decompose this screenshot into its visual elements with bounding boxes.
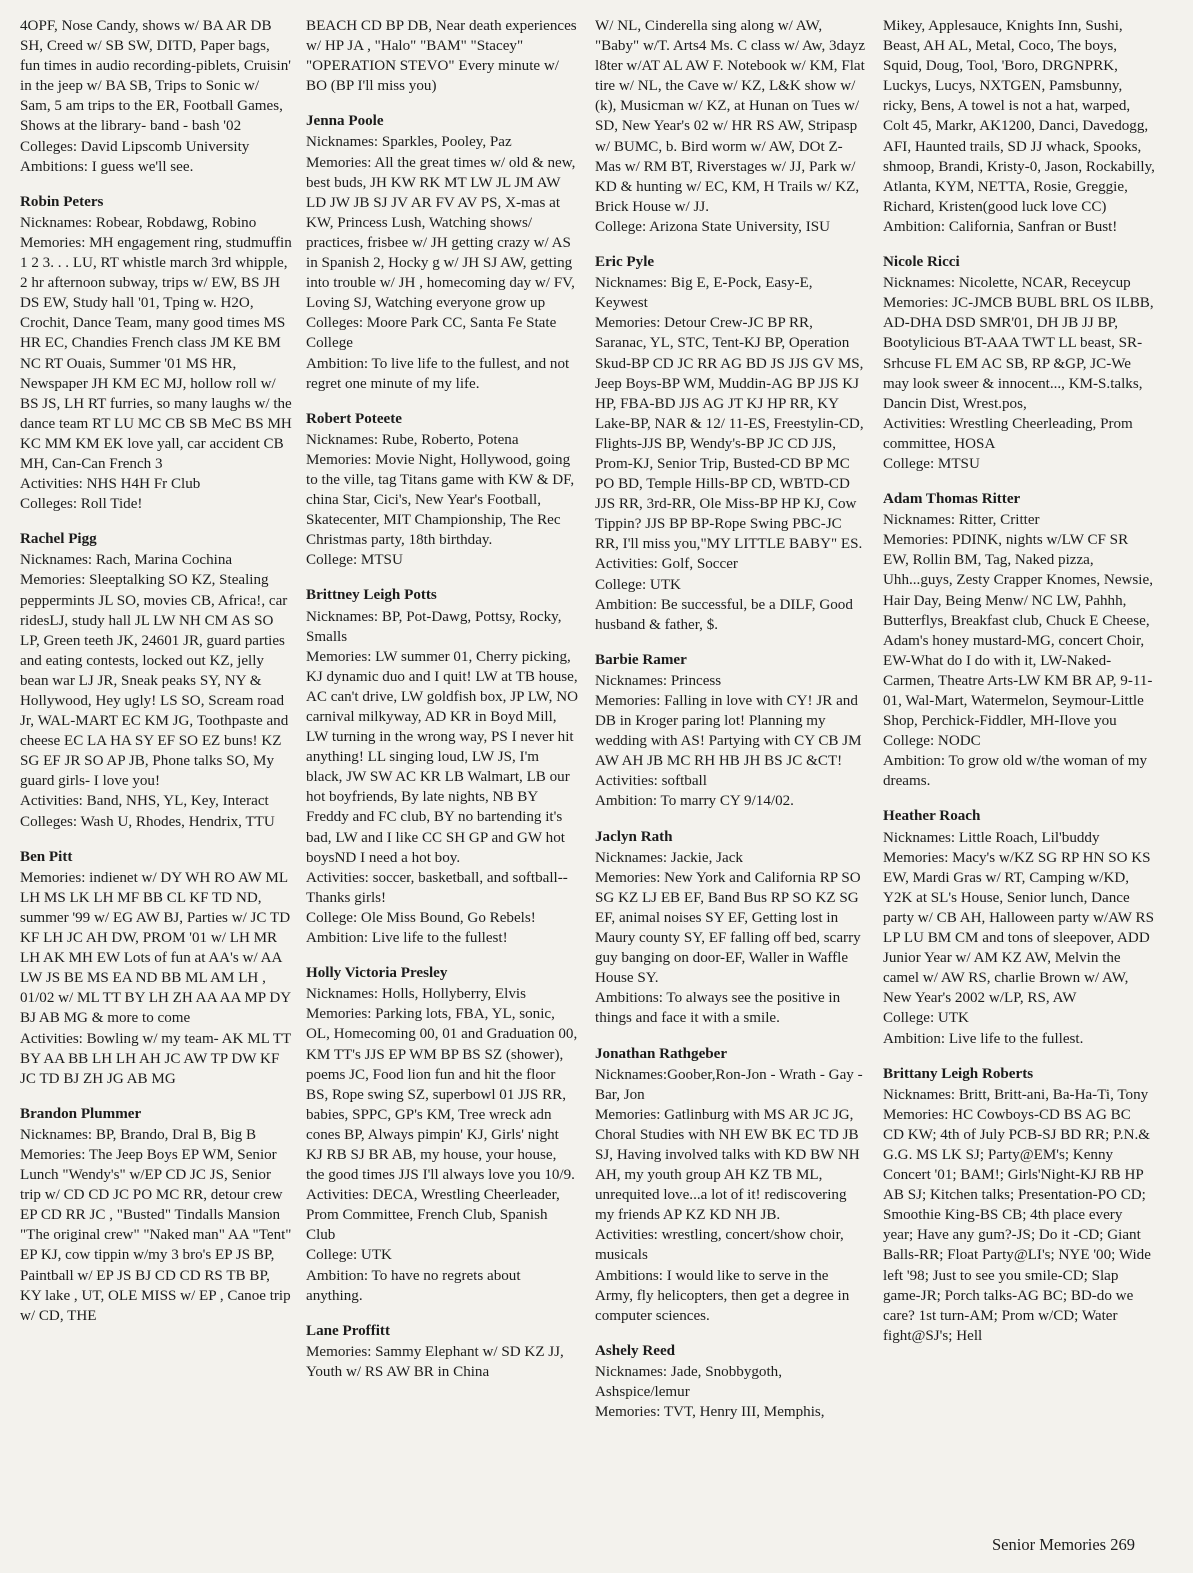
senior-name: Nicole Ricci [883,254,960,271]
entry-text: BEACH CD BP DB, Near death experiences w/ HP JA , "Halo" "BAM" "Stacey" "OPERATION STEVO" Every minute w/ BO (BP I'll miss you) [306,18,577,95]
entry-text: Activities: DECA, Wrestling Cheerleader, Prom Committee, French Club, Spanish Club [306,1187,560,1244]
entry-text: Colleges: Roll Tide! [20,496,143,513]
entry-text: Memories: indienet w/ DY WH RO AW ML [20,869,289,886]
entry-text: Memories: PDINK, nights w/LW CF SR EW, Rollin BM, Tag, Naked pizza, Uhh...guys, Zesty Crapper Knomes, Newsie, Hair Day, Being Menw/ NC LW, Pahhh, Butterflys, Breakfast club, Chuck E Cheese, Adam's honey mustard-MG, concert Choir, EW-What do I do with it, LW-Naked-Carmen, Theatre Arts-LW KM BR AP, 9-11-01, Wal-Mart, Watermelon, Seymour-Little Shop, Perchick-Fiddler, MH-Ilove you [883,532,1153,730]
entry-text: Nicknames: Robear, Robdawg, Robino [20,214,257,231]
entry-text: Nicknames: Jade, Snobbygoth, Ashspice/lemur [595,1363,782,1400]
senior-name: Jonathan Rathgeber [595,1045,728,1062]
entry-text: College: MTSU [306,552,403,569]
entry-text: Colleges: Wash U, Rhodes, Hendrix, TTU [20,813,275,830]
entry-text: 4OPF, Nose Candy, shows w/ BA AR DB SH, Creed w/ SB SW, DITD, Paper bags, fun times in audio recording-piblets, Cruisin' in the jeep w/ BA SB, Trips to Sonic w/ Sam, 5 am trips to the ER, Football Games, Shows at the library- band - bash '02 [20,18,292,135]
entry-text: College: UTK [883,1010,969,1027]
entry-text: Nicknames: Little Roach, Lil'buddy [883,829,1100,846]
senior-name: Rachel Pigg [20,531,97,548]
senior-entry [20,16,292,177]
entry-text: Nicknames: BP, Pot-Dawg, Pottsy, Rocky, Smalls [306,608,562,645]
senior-entry [20,192,292,515]
senior-name: Brittany Leigh Roberts [883,1065,1034,1082]
entry-text: Ambition: To live life to the fullest, and not regret one minute of my life. [306,355,570,392]
column-2 [306,16,578,1397]
senior-entry [20,847,292,1089]
senior-entry [306,1321,578,1382]
entry-text: Ambition: To have no regrets about anything. [306,1267,521,1304]
entry-text: Nicknames: Big E, E-Pock, Easy-E, Keywest [595,275,813,312]
entry-text: Nicknames: Rube, Roberto, Potena [306,431,519,448]
entry-text: Nicknames: BP, Brando, Dral B, Big B [20,1126,257,1143]
entry-text: Activities: Golf, Soccer [595,556,738,573]
entry-text: W/ NL, Cinderella sing along w/ AW, "Baby" w/T. Arts4 Ms. C class w/ Aw, 3dayz l8ter w/AT AL AW F. Notebook w/ KM, Flat tire w/ NL, the Cave w/ KZ, L&K show w/ (k), Musicman w/ KZ, at Hunan on Tues w/ SD, New Year's 02 w/ HR RS AW, Stripasp w/ BUMC, b. Bird worm w/ AW, DOt Z-Mas w/ RM BT, Riverstages w/ JJ, Park w/ KD & hunting w/ EC, KM, H Trails w/ KZ, Brick House w/ JJ. [595,18,866,215]
senior-entry [306,963,578,1306]
entry-text: Memories: Gatlinburg with MS AR JC JG, Choral Studies with NH EW BK EC TD JB SJ, Having involved talks with KD BW NH AH, my youth group AH KZ TB ML, unrequited love...a lot of it! rediscovering my friends AP KZ KD NH JB. [595,1106,860,1224]
entry-text: Ambition: Be successful, be a DILF, Good husband & father, $. [595,596,853,633]
senior-name: Brittney Leigh Potts [306,587,437,604]
senior-name: Jaclyn Rath [595,828,673,845]
entry-text: College: MTSU [883,455,980,472]
senior-name: Heather Roach [883,808,981,825]
senior-entry [883,489,1155,791]
entry-text: Activities: Band, NHS, YL, Key, Interact [20,793,269,810]
entry-text: Nicknames: Rach, Marina Cochina [20,552,233,569]
senior-entry [595,16,867,237]
entry-text: Memories: Detour Crew-JC BP RR, Saranac, YL, STC, Tent-KJ BP, Operation Skud-BP CD JC RR AG BD JS JJS GV MS, Jeep Boys-BP WM, Muddin-AG BP JJS KJ HP, FBA-BD JJS AG JT KJ HP RR, KY Lake-BP, NAR & 12/ 11-ES, Freestylin-CD, Flights-JJS BP, Wendy's-BP JC CD JJS, Prom-KJ, Senior Trip, Busted-CD BP MC PO BD, Temple Hills-BP CD, WBTD-CD JJS RR, 3rd-RR, Ole Miss-BP HP KJ, Cow Tippin? JJS BP BP-Rope Swing PBC-JC RR, I'll miss you,"MY LITTLE BABY" ES. [595,315,864,553]
entry-text: Memories: Macy's w/KZ SG RP HN SO KS EW, Mardi Gras w/ RT, Camping w/KD, Y2K at SL's House, Senior lunch, Dance party w/ CB AH, Halloween party w/AW RS LP LU BM CM and tons of sleepover, ADD Junior Year w/ AM KZ AW, Melvin the camel w/ AW RS, charlie Brown w/ AW, New Year's 2002 w/LP, RS, AW [883,849,1155,1007]
senior-name: Robert Poteete [306,410,402,427]
entry-text: Nicknames: Sparkles, Pooley, Paz [306,134,512,151]
senior-name: Barbie Ramer [595,651,687,668]
entry-text: Ambition: California, Sanfran or Bust! [883,218,1118,235]
senior-name: Adam Thomas Ritter [883,491,1021,508]
entry-text: Memories: Falling in love with CY! JR and DB in Kroger paring lot! Planning my wedding with AS! Partying with CY CB JM AW AH JB MC RH HB JH BS JC &CT! [595,693,862,770]
entry-text: Memories: MH engagement ring, studmuffin 1 2 3. . . LU, RT whistle march 3rd whipple, 2 hr afternoon subway, trips w/ EW, BS JH DS EW, Study hall '01, Tping w. H2O, Crochit, Dance Team, many good times MS HR EC, Chandies French class JM KE BM NC RT Ouais, Summer '01 MS HR, Newspaper JH KM EC MJ, hollow roll w/ BS JS, LH RT furries, so many laughs w/ the dance team RT LU MC CB SB MeC BS MH KC MM KM EK love yall, car accident CB MH, Can-Can French 3 [20,234,292,472]
entry-text: Memories: New York and California RP SO SG KZ LJ EB EF, Band Bus RP SO KZ SG EF, animal noises SY EF, Getting lost in Maury county SY, EF falling off bed, scarry guy banging on door-EF, Waller in Waffle House SY. [595,869,861,987]
senior-entry [306,111,578,393]
entry-text: College: NODC [883,733,981,750]
column-1 [20,16,292,1341]
senior-entry [595,1341,867,1422]
entry-text: Memories: Parking lots, FBA, YL, sonic, OL, Homecoming 00, 01 and Graduation 00, KM TT's JJS EP WM BP BS SZ (shower), poems JC, Food lion fun and hit the floor BS, Rope swing SZ, superbowl 01 JJS RR, babies, SPPC, GP's KM, Tree wreck adn cones BP, Always pimpin' KJ, Girls' night KJ RB SJ BR AB, my house, your house, the good times JJS I'll always love you 10/9. [306,1006,578,1184]
entry-text: Ambition: To grow old w/the woman of my dreams. [883,753,1148,790]
senior-entry [595,827,867,1029]
senior-name: Eric Pyle [595,254,655,271]
senior-entry [883,806,1155,1048]
entry-text: Nicknames: Nicolette, NCAR, Receycup [883,275,1131,292]
entry-text: Nicknames: Britt, Britt-ani, Ba-Ha-Ti, Tony [883,1086,1149,1103]
page-footer: Senior Memories 269 [992,1535,1135,1554]
entry-text: Memories: Sleeptalking SO KZ, Stealing peppermints JL SO, movies CB, Africa!, car ridesLJ, study hall JL LW NH CM AS SO LP, Green teeth JK, 24601 JR, guard parties and eating contests, locked out KZ, jelly bean war LJ JR, Sneak peaks SY, NY & Hollywood, Hey ugly! LS SO, Scream road Jr, WAL-MART EC KM JG, Toothpaste and cheese EC LA HA SY EF SO EZ buns! KZ SG EF JR SO AP JB, Phone talks SO, My guard girls- I love you! [20,572,289,790]
entry-text: Activities: Bowling w/ my team- AK ML TT BY AA BB LH LH AH JC AW TP DW KF JC TD BJ ZH JG AB MG [20,1030,291,1087]
entry-text: Memories: All the great times w/ old & new, best buds, JH KW RK MT LW JL JM AW LD JW JB SJ JV AR FV AV PS, X-mas at KW, Princess Lush, Watching shows/ practices, frisbee w/ JH getting crazy w/ AS in Spanish 2, Hocky g w/ JH SJ AW, getting into trouble w/ JH , homecoming day w/ FV, Loving SJ, Watching everyone grow up [306,154,576,312]
entry-text: Memories: JC-JMCB BUBL BRL OS ILBB, AD-DHA DSD SMR'01, DH JB JJ BP, Bootylicious BT-AAA TWT LL beast, SR-Srhcuse FL EM AC SB, RP &GP, JC-We may look sweer & innocent..., KM-S.talks, Dancin Dist, Wrest.pos, [883,295,1154,412]
senior-name: Jenna Poole [306,113,384,130]
entry-text: Activities: Wrestling Cheerleading, Prom committee, HOSA [883,415,1133,452]
entry-text: Activities: softball [595,773,707,790]
entry-text: Ambitions: To always see the positive in things and face it with a smile. [595,990,841,1027]
entry-text: College: UTK [595,576,681,593]
entry-text: Memories: HC Cowboys-CD BS AG BC CD KW; 4th of July PCB-SJ BD RR; P.N.& G.G. MS LK SJ; Party@EM's; Kenny Concert '01; BAM!; Girls'Night-KJ RB HP AB SJ; Kitchen talks; Presentation-PO CD; Smoothie King-BS CB; 4th place every year; Have any gum?-JS; Do it -CD; Giant Balls-RR; Float Party@LI's; NYE '00; Wide left '98; Just to see you smile-CD; Slap game-JR; Porch talks-AG BC; BD-do we care? 1st turn-AM; Prom w/CD; Water fight@SJ's; Hell [883,1106,1151,1344]
entry-text: LH MS LK LH MF BB CL KF TD ND, summer '99 w/ EG AW BJ, Parties w/ JC TD KF LH JC AH DW, PROM '01 w/ LH MR LH AK MH EW Lots of fun at AA's w/ AA LW JS BE MS EA ND BB ML AM LH , 01/02 w/ ML TT BY LH ZH AA AA MP DY BJ AB MG & more to come [20,889,291,1027]
senior-entry [306,585,578,948]
entry-text: Nicknames: Jackie, Jack [595,849,743,866]
entry-text: Nicknames: Holls, Hollyberry, Elvis [306,986,526,1003]
senior-name: Robin Peters [20,193,104,210]
entry-text: Memories: TVT, Henry III, Memphis, [595,1404,825,1421]
senior-name: Ashely Reed [595,1342,676,1359]
senior-name: Holly Victoria Presley [306,965,448,982]
entry-text: Colleges: David Lipscomb University [20,138,250,155]
senior-entry [883,1064,1155,1346]
entry-text: College: Ole Miss Bound, Go Rebels! [306,909,536,926]
column-4 [883,16,1155,1361]
entry-text: College: Arizona State University, ISU [595,218,831,235]
senior-name: Lane Proffitt [306,1322,390,1339]
entry-text: Memories: LW summer 01, Cherry picking, KJ dynamic duo and I quit! LW at TB house, AC can't drive, LW goldfish box, JP LW, NO carnival milkyway, AD KR in Boyd Mill, LW turning in the wrong way, PS I never hit anything! LL singing loud, LW JS, I'm black, JW SW AC KR LB Walmart, LB our hot boyfriends, By late nights, NB BY Freddy and FC club, BY no bartending it's bad, LW and I like CC SH GP and GW hot boysND I need a hot boy. [306,648,579,866]
entry-text: Mikey, Applesauce, Knights Inn, Sushi, Beast, AH AL, Metal, Coco, The boys, Squid, Doug, Tool, 'Boro, DRGNPRK, Luckys, Lucys, NXTGEN, Pamsbunny, ricky, Bens, A towel is not a hat, warped, Colt 45, Markr, AK1200, Danci, Davedogg, AFI, Haunted trails, SD JJ whack, Spooks, shmoop, Brandi, Kristy-0, Jason, Rockabilly, Atlanta, KYM, NETTA, Rosie, Greggie, Richard, Kristen(good luck love CC) [883,18,1155,215]
senior-entry [20,1104,292,1326]
entry-text: Ambition: To marry CY 9/14/02. [595,793,794,810]
senior-entry [595,252,867,635]
entry-text: Activities: soccer, basketball, and softball--Thanks girls! [306,869,568,906]
entry-text: Ambition: Live life to the fullest. [883,1030,1084,1047]
senior-entry [306,409,578,571]
entry-text: Ambitions: I would like to serve in the Army, fly helicopters, then get a degree in computer sciences. [595,1267,850,1324]
entry-text: Memories: Sammy Elephant w/ SD KZ JJ, Youth w/ RS AW BR in China [306,1343,564,1380]
senior-entry [20,529,292,831]
entry-text: Nicknames: Ritter, Critter [883,512,1040,529]
entry-text: Colleges: Moore Park CC, Santa Fe State College [306,315,557,352]
entry-text: Activities: NHS H4H Fr Club [20,476,201,493]
entry-text: Ambition: Live life to the fullest! [306,930,508,947]
senior-entry [595,650,867,812]
entry-text: College: UTK [306,1247,392,1264]
senior-name: Ben Pitt [20,848,73,865]
column-3 [595,16,867,1437]
entry-text: Nicknames: Princess [595,672,722,689]
senior-name: Brandon Plummer [20,1105,142,1122]
senior-entry [306,16,578,96]
entry-text: Ambitions: I guess we'll see. [20,158,194,175]
senior-entry [883,252,1155,474]
entry-text: Activities: wrestling, concert/show choir, musicals [595,1227,844,1264]
entry-text: Nicknames:Goober,Ron-Jon - Wrath - Gay - Bar, Jon [595,1066,863,1103]
senior-entry [595,1044,867,1326]
entry-text: Memories: The Jeep Boys EP WM, Senior Lunch "Wendy's" w/EP CD JC JS, Senior trip w/ CD CD JC PO MC RR, detour crew EP CD RR JC , "Busted" Tindalls Mansion "The original crew" "Naked man" AA "Tent" EP KJ, cow tippin w/my 3 bro's EP JS BP, Paintball w/ EP JS BJ CD CD RS TB BP, KY lake , UT, OLE MISS w/ EP , Canoe trip w/ CD, THE [20,1146,292,1324]
entry-text: Memories: Movie Night, Hollywood, going to the ville, tag Titans game with KW & DF, china Star, Cici's, New Year's Football, Skatecenter, MIT Championship, The Rec Christmas party, 18th birthday. [306,451,575,549]
senior-entry [883,16,1155,237]
